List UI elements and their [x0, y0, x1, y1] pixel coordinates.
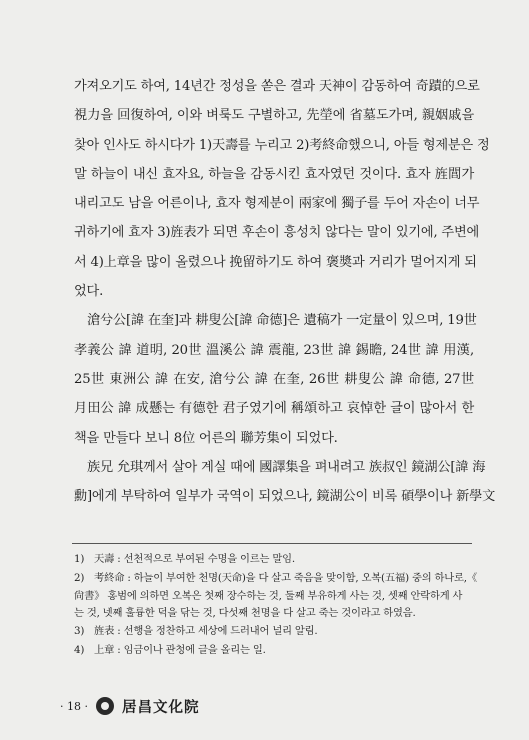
- footnote-first-line: [74, 570, 477, 587]
- text-line: 찾아 인사도 하시다가 1)天壽를 누리고 2)考終命했으니, 아들 형제분은 정: [74, 137, 490, 153]
- footnote-continuation: 尙書》 홍범에 의하면 오복은 첫째 장수하는 것, 둘째 부유하게 사는 것, 셋째 안락하게 사: [74, 590, 463, 602]
- footnote-2: [74, 570, 477, 622]
- main-text: [74, 72, 496, 511]
- text-line: 었다.: [74, 284, 104, 300]
- text-line: 가져오기도 하여, 14년간 정성을 쏟은 결과 天神이 감동하여 奇蹟的으로: [74, 79, 480, 94]
- footnote-text: 旌表 : 선행을 정찬하고 세상에 드러내어 널리 알림.: [94, 625, 318, 637]
- footnote-text: 考終命 : 하늘이 부여한 천명(天命)을 다 살고 죽음을 맞이함, 오복(五福) 중의 하나로,《: [94, 571, 477, 584]
- footnote-1: [74, 551, 474, 568]
- text-line: 내리고도 남을 어른이나, 효자 형제분이 兩家에 獨子를 두어 자손이 너무: [74, 196, 480, 212]
- paragraph-3: [74, 453, 496, 512]
- text-line: 귀하기에 효자 3)旌表가 되면 후손이 흥성치 않다는 말이 있기에, 주변에: [74, 225, 480, 241]
- footnote-continuation: 는 것, 넷째 훌륭한 덕을 닦는 것, 다섯째 천명을 다 살고 죽는 것이라고 하였음.: [74, 606, 416, 619]
- text-line: 視力을 回復하여, 이와 벼룩도 구별하고, 先塋에 省墓도가며, 親姻戚을: [74, 108, 474, 124]
- footnote-number: 2): [74, 571, 85, 584]
- text-line: 책을 만들다 보니 8位 어른의 聯芳集이 되었다.: [74, 430, 338, 446]
- text-line: 서 4)上章을 많이 올렸으나 挽留하기도 하여 褒奬과 거리가 멀어지게 되: [74, 254, 477, 270]
- text-line: 族兄 允琪께서 살아 계실 때에 國譯集을 펴내려고 族叔인 鏡湖公[諱 海: [87, 459, 486, 475]
- text-line: 滄兮公[諱 在奎]과 耕叟公[諱 命德]은 遺稿가 一定量이 있으며, 19世: [87, 313, 477, 329]
- footnote-number: 4): [74, 643, 85, 656]
- text-line: 月田公 諱 成懸는 有德한 君子였기에 稱頌하고 哀悼한 글이 많아서 한: [74, 401, 474, 417]
- text-line: 25世 東洲公 諱 在安, 滄兮公 諱 在奎, 26世 耕叟公 諱 命德, 27世: [74, 371, 474, 387]
- footnote-number: 1): [74, 553, 85, 565]
- page-footer: [60, 695, 199, 717]
- footnote-divider: [72, 543, 472, 544]
- text-line: 勳]에게 부탁하여 일부가 국역이 되었으나, 鏡湖公이 비록 碩學이나 新學文: [74, 489, 496, 505]
- publisher-name: 居昌文化院: [121, 699, 200, 716]
- footnote-4: [74, 642, 474, 659]
- footnote-number: 3): [74, 625, 85, 637]
- page-number: · 18 ·: [60, 699, 88, 713]
- footnote-text: 上章 : 임금이나 관청에 글을 올리는 일.: [94, 643, 266, 656]
- footnote-3: [74, 623, 474, 640]
- footnotes: [74, 551, 477, 660]
- footnote-text: 天壽 : 선천적으로 부여된 수명을 이르는 말임.: [94, 553, 295, 565]
- text-line: 말 하늘이 내신 효자요, 하늘을 감동시킨 효자였던 것이다. 효자 旌閭가: [74, 166, 474, 182]
- paragraph-1: [74, 72, 490, 306]
- text-line: 孝義公 諱 道明, 20世 溫溪公 諱 震龍, 23世 諱 錫瞻, 24世 諱 用漢,: [74, 342, 474, 358]
- paragraph-2: [74, 306, 477, 452]
- publisher-logo-icon: [96, 697, 114, 715]
